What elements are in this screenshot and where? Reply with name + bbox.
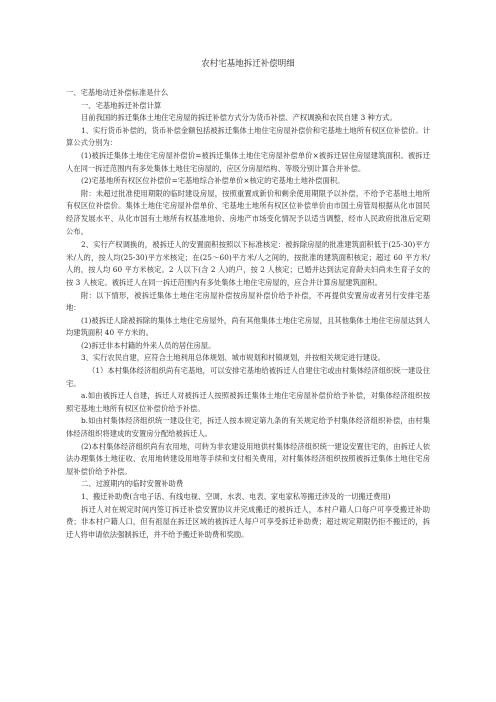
document-paragraph: a.如由被拆迁人自建，拆迁人对被拆迁人按照被拆迁集体土地住宅房屋补偿价给予补偿，对集体经济组织按照宅基地土地所有权区位补偿价给予补偿。 [66, 391, 430, 413]
document-paragraph: 目前我国的拆迁集体土地住宅房屋的拆迁补偿方式分为货币补偿、产权调换和农民自建 3 种方式。 [81, 113, 397, 123]
document-paragraph: (2)本村集体经济组织尚有农用地，可转为非农建设用地供村集体经济组织统一建设安置住宅的，由拆迁人依法办理集体土地征收、农用地转建设用地等手续和支付相关费用，对村集体经济组织按照被拆迁集体土地住宅房屋补偿价给予补偿。 [66, 441, 430, 476]
document-paragraph: 附：未超过批准使用期限的临时建设房屋，按照重置成新价和剩余使用期限予以补偿，不给予宅基地土地所有权区位补偿价。集体土地住宅房屋补偿单价、宅基地土地所有权区位补偿单价由市国土房管局根据从化市国民经济发展水平、从化市国有土地所有权基准地价、房地产市场变化情况予以适当调整，经市人民政府批准后定期公布。 [66, 188, 430, 236]
document-paragraph: 附：以下情形，被拆迁集体土地住宅房屋补偿按房屋补偿价给予补偿，不再提供安置房或者另行安排宅基地： [66, 290, 430, 313]
document-paragraph: (1)被拆迁人除被拆除的集体土地住宅房屋外，尚有其他集体土地住宅房屋，且其他集体土地住宅房屋达到人均建筑面积 40 平方米的。 [66, 315, 430, 338]
document-paragraph: 1、搬迁补助费(含电子话、有线电视、空调、水表、电表、家电家私等搬迁涉及的一切搬迁费用) [81, 492, 391, 501]
document-paragraph: (2)拆迁非本村籍的外来人员的居住房屋。 [81, 340, 216, 350]
document-paragraph: 一、宅基地拆迁补偿计算 [81, 100, 162, 110]
section-heading: 一、宅基地动迁补偿标准是什么 [66, 88, 169, 97]
document-paragraph: b.如由村集体经济组织统一建设住宅，拆迁人按本规定第九条的有关规定给予村集体经济组织补偿，由村集体经济组织将建成的安置房分配给被拆迁人。 [66, 416, 430, 439]
document-paragraph: (2)宅基地所有权区位补偿价=宅基地综合补偿单价×核定的宅基地土地补偿面积。 [81, 176, 345, 186]
document-paragraph: （1）本村集体经济组织尚有宅基地，可以安排宅基地给被拆迁人自建住宅或由村集体经济组织统一建设住宅。 [66, 366, 430, 388]
document-paragraph: 1、实行货币补偿的，货币补偿金额包括被拆迁集体土地住宅房屋补偿价和宅基地土地所有权区位补偿价。计算公式分别为： [66, 125, 430, 148]
document-paragraph: (1)被拆迁集体土地住宅房屋补偿价=被拆迁集体土地住宅房屋补偿单价×被拆迁居住房屋建筑面积。被拆迁人在同一拆迁范围内有多处集体土地住宅房屋的，应区分房屋结构、等级分别计算合并补偿。 [66, 150, 430, 173]
document-body [66, 87, 430, 541]
document-title: 农村宅基地拆迁补偿明细 [201, 59, 295, 69]
document-paragraph: 3、实行农民自建，应符合土地利用总体规划、城市规划和村镇规划，并按相关规定进行建设。 [81, 353, 385, 363]
document-paragraph: 二、过渡期内的临时安置补助费 [81, 479, 184, 489]
document-paragraph: 2、实行产权调换的，被拆迁人的安置面积按照以下标准核定：被拆除房屋的批准建筑面积低于(25-30)平方米/人的，按人均(25-30)平方米核定；在(25～60)平方米/人之间的，按批准的建筑面积核定；超过 60 平方米/人的，按人均 60 平方米核定。2 人以下(含 2 人)的户，按 2 人核定；已婚并达到法定育龄夫妇尚未生育子女的按 3 人核定。被拆迁人在同一拆迁范围内有多处集体土地住宅房屋的，应合并计算房屋建筑面积。 [66, 240, 430, 287]
document-paragraph: 拆迁人对在规定时间内签订拆迁补偿安置协议并完成搬迁的被拆迁人，本村户籍人口每户可享受搬迁补助费；非本村户籍人口，但有祖屋在拆迁区域的被拆迁人每户可享受拆迁补助费；超过规定期限仍拒不搬迁的，拆迁人将申请依法强制拆迁，并不给予搬迁补助费和奖励。 [66, 504, 430, 539]
